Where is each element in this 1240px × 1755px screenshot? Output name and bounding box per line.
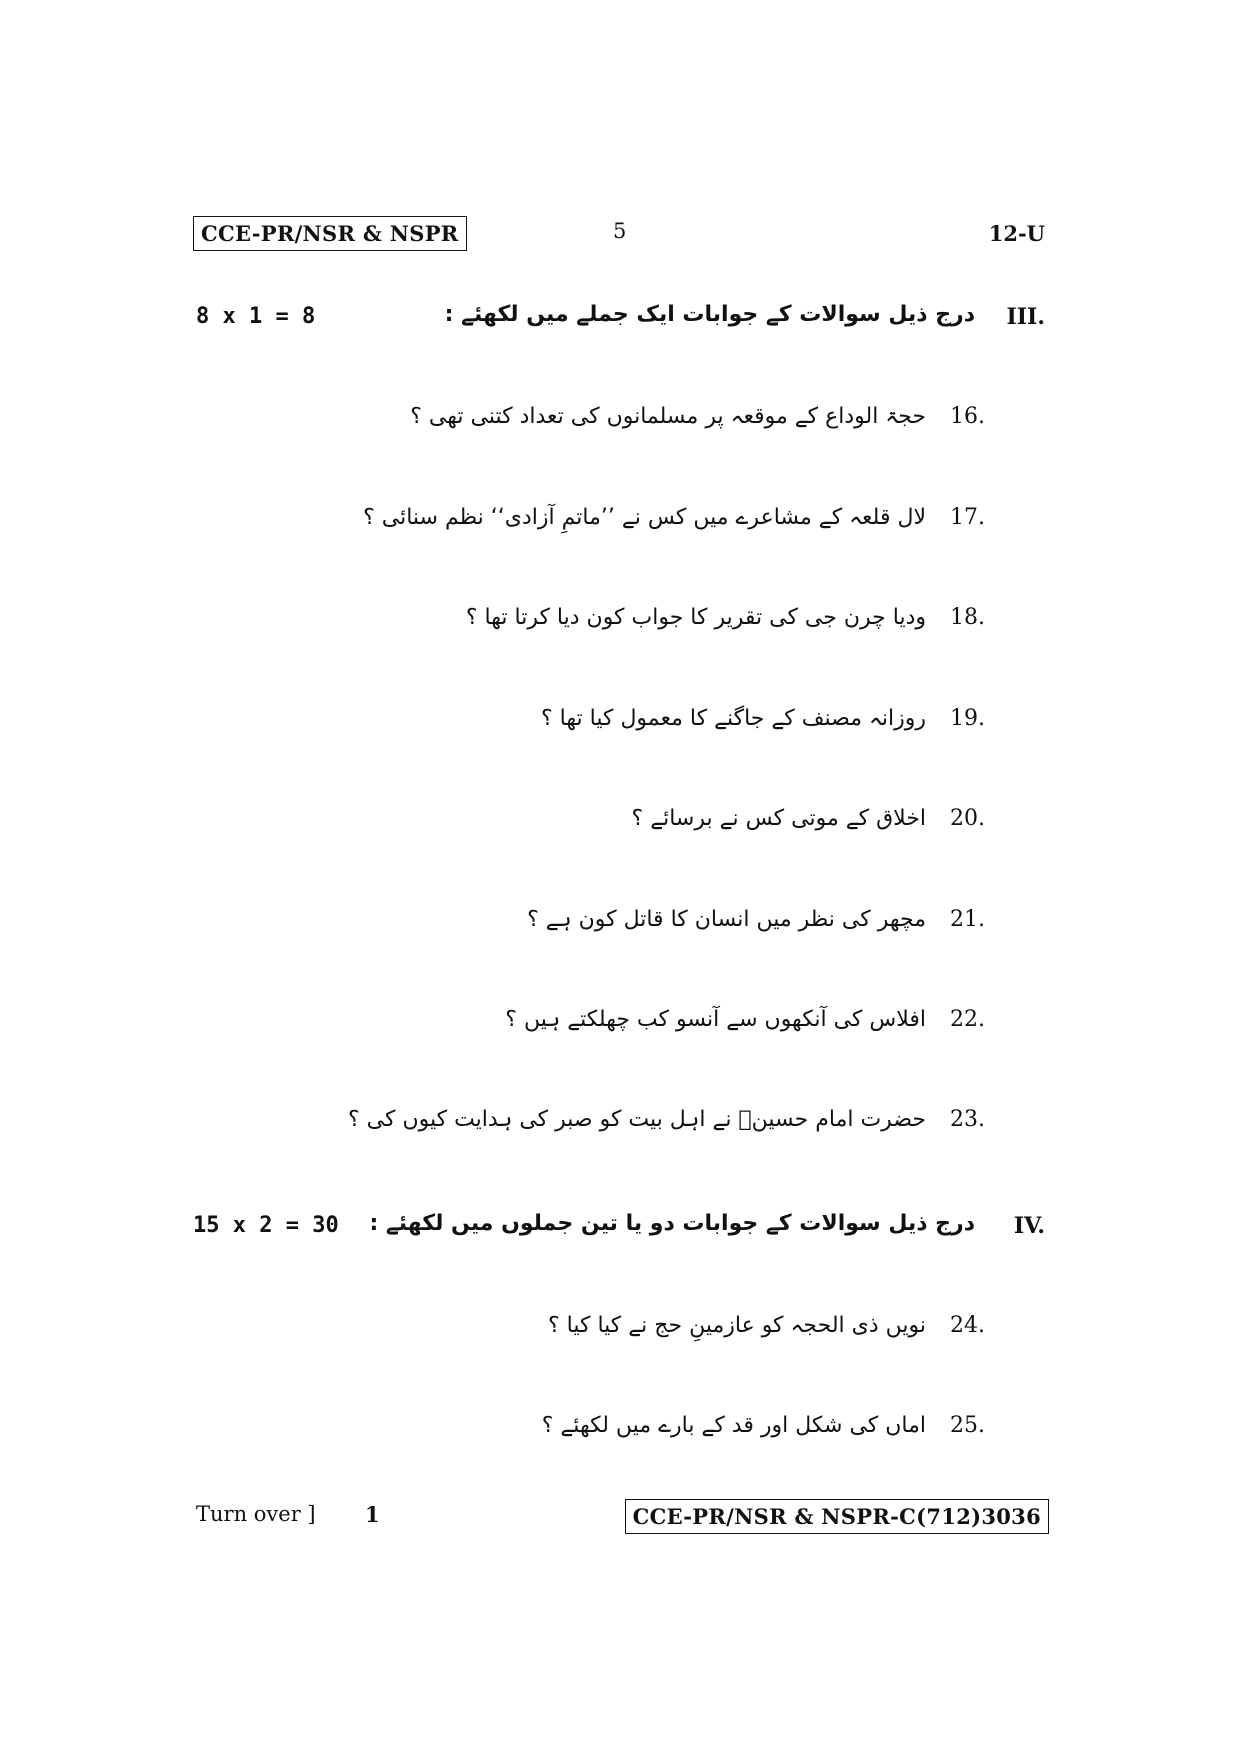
question-number: 17. — [950, 505, 985, 530]
question-21 — [527, 907, 990, 932]
question-19 — [541, 706, 990, 731]
question-number: 24. — [950, 1313, 985, 1338]
question-number: 21. — [950, 907, 985, 932]
question-text: لال قلعہ کے مشاعرے میں کس نے ’’ماتمِ آزادی‘‘ نظم سنائی ؟ — [363, 505, 926, 530]
question-text: حجۃ الوداع کے موقعہ پر مسلمانوں کی تعداد کتنی تھی ؟ — [410, 404, 926, 429]
section-3-numeral: III. — [1006, 304, 1045, 330]
paper-code: 12-U — [988, 221, 1045, 246]
section-3-marks: 8 x 1 = 8 — [196, 304, 316, 329]
question-text: اخلاق کے موتی کس نے برسائے ؟ — [631, 806, 926, 831]
question-20 — [632, 806, 990, 831]
section-3-instruction: درج ذیل سوالات کے جوابات ایک جملے میں لکھئے : — [444, 302, 975, 327]
turn-over-label: Turn over ] — [196, 1502, 316, 1526]
section-4-instruction: درج ذیل سوالات کے جوابات دو یا تین جملوں میں لکھئے : — [369, 1211, 975, 1236]
question-24 — [548, 1313, 990, 1338]
question-number: 16. — [950, 404, 985, 429]
sheet-number: 1 — [365, 1502, 380, 1527]
question-25 — [542, 1413, 990, 1438]
question-number: 18. — [950, 605, 985, 630]
question-17 — [363, 505, 990, 530]
section-4-numeral: IV. — [1013, 1213, 1045, 1239]
question-16 — [410, 404, 990, 429]
question-23 — [348, 1107, 990, 1132]
footer-code-box: CCE-PR/NSR & NSPR-C(712)3036 — [625, 1499, 1049, 1534]
question-number: 20. — [950, 806, 985, 831]
question-text: نویں ذی الحجہ کو عازمینِ حج نے کیا کیا ؟ — [547, 1313, 926, 1338]
question-text: اماں کی شکل اور قد کے بارے میں لکھئے ؟ — [541, 1413, 926, 1438]
header-code-box: CCE-PR/NSR & NSPR — [193, 216, 467, 251]
question-number: 19. — [950, 706, 985, 731]
question-number: 22. — [950, 1007, 985, 1032]
section-4-marks: 15 x 2 = 30 — [193, 1213, 339, 1238]
question-text: روزانہ مصنف کے جاگنے کا معمول کیا تھا ؟ — [541, 706, 926, 731]
question-22 — [505, 1007, 990, 1032]
page-number: 5 — [613, 219, 627, 243]
question-number: 23. — [950, 1107, 985, 1132]
question-18 — [466, 605, 990, 630]
question-text: افلاس کی آنکھوں سے آنسو کب چھلکتے ہیں ؟ — [505, 1007, 926, 1032]
question-number: 25. — [950, 1413, 985, 1438]
question-text: مچھر کی نظر میں انسان کا قاتل کون ہے ؟ — [527, 907, 926, 932]
question-text: ودیا چرن جی کی تقریر کا جواب کون دیا کرتا تھا ؟ — [465, 605, 926, 630]
question-text: حضرت امام حسینؓ نے اہل بیت کو صبر کی ہدایت کیوں کی ؟ — [347, 1107, 926, 1132]
